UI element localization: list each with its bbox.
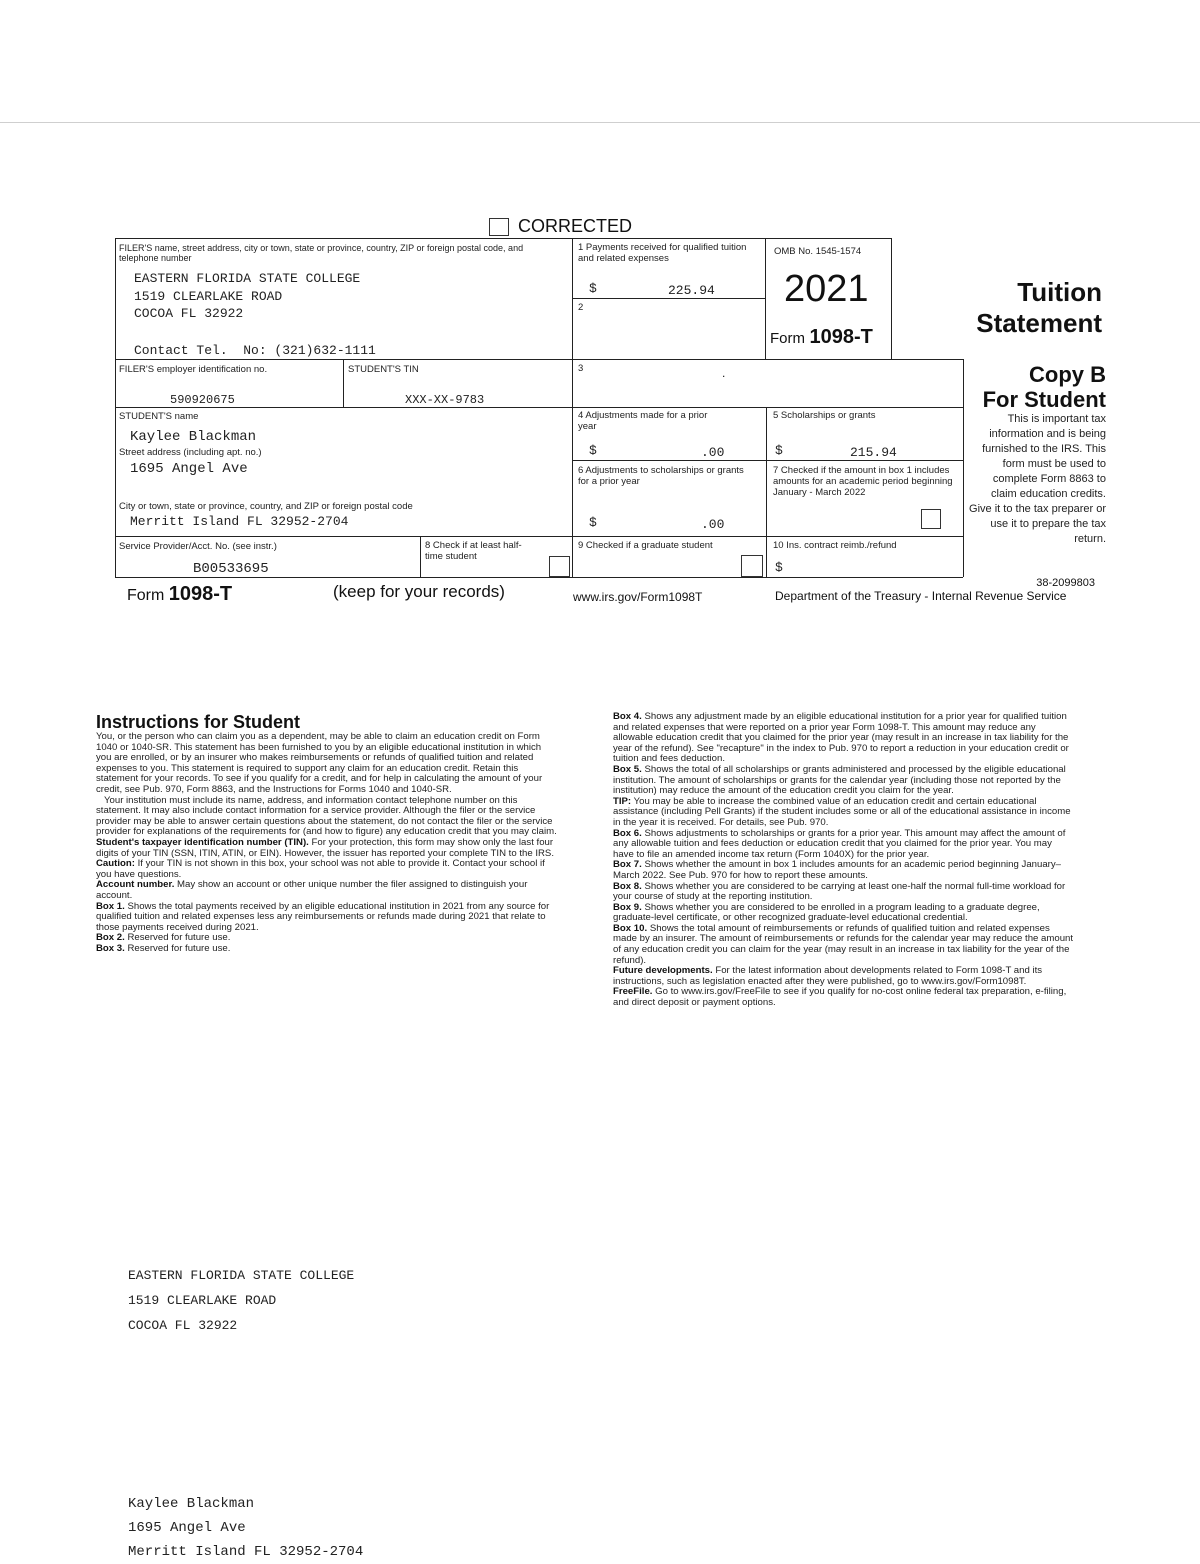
instr-box3 bbox=[96, 944, 558, 955]
instr-box3-text: Reserved for future use. bbox=[127, 942, 231, 954]
instr-box8-text: Shows whether you are considered to be carrying at least one-half the normal full-time workload for your course of study at the reporting institution. bbox=[613, 880, 1066, 903]
box4-value: .00 bbox=[701, 445, 725, 460]
instr-box2-head: Box 2. bbox=[96, 932, 125, 944]
box9-label: 9 Checked if a graduate student bbox=[578, 540, 713, 551]
omb-number: OMB No. 1545-1574 bbox=[774, 246, 862, 257]
return-line1: EASTERN FLORIDA STATE COLLEGE bbox=[128, 1268, 355, 1283]
instr-box2-text: Reserved for future use. bbox=[127, 932, 231, 944]
service-value: B00533695 bbox=[193, 561, 269, 577]
footer-keep: (keep for your records) bbox=[333, 582, 505, 601]
instr-account bbox=[96, 880, 558, 901]
corrected-checkbox[interactable] bbox=[489, 218, 509, 236]
instr-box10 bbox=[613, 924, 1075, 966]
instr-box4 bbox=[613, 712, 1075, 765]
box9-checkbox[interactable] bbox=[741, 555, 763, 577]
box3-value: . bbox=[722, 366, 726, 380]
instructions-title: Instructions for Student bbox=[96, 712, 300, 732]
instr-future-head: Future developments. bbox=[613, 965, 713, 977]
instr-box4-head: Box 4. bbox=[613, 711, 642, 722]
instr-box1-text: Shows the total payments received by an eligible educational institution in 2021 from any source for qualified tuition and related expenses less any reimbursements or refunds made during 2021 that relate to those payments received during 2021. bbox=[96, 900, 550, 933]
student-city: Merritt Island FL 32952-2704 bbox=[130, 514, 349, 529]
title-line1: Tuition bbox=[1017, 277, 1102, 307]
student-name-label: STUDENT'S name bbox=[119, 411, 199, 422]
return-line2: 1519 CLEARLAKE ROAD bbox=[128, 1293, 277, 1308]
instr-box6 bbox=[613, 829, 1075, 861]
footer-form-prefix: Form bbox=[127, 587, 165, 604]
instr-freefile-head: FreeFile. bbox=[613, 986, 653, 998]
instr-box9-text: Shows whether you are considered to be enrolled in a program leading to a graduate degree, graduate-level certificate, or other recognized graduate-level educational credential. bbox=[613, 901, 1040, 924]
filer-street: 1519 CLEARLAKE ROAD bbox=[134, 289, 283, 304]
box8-label: 8 Check if at least half-time student bbox=[425, 540, 522, 562]
corrected-label: CORRECTED bbox=[518, 216, 633, 236]
instr-box9 bbox=[613, 903, 1075, 924]
box6-dollar: $ bbox=[589, 515, 597, 530]
instructions-intro: You, or the person who can claim you as a dependent, may be able to claim an education credit on Form 1040 or 1040-SR. This statement has been furnished to you by an eligible educational institution in which you are enrolled, or by an insurer who makes reimbursements or refunds of qualified tuition and related expenses to you. This statement is required to support any claim for an education credit. Retain this statement for your records. To see if you qualify for a credit, and for help in calculating the amount of your credit, see Pub. 970, Form 8863, and the Instructions for Forms 1040 and 1040-SR. bbox=[96, 731, 543, 795]
box5-label: 5 Scholarships or grants bbox=[773, 410, 876, 421]
box10-label: 10 Ins. contract reimb./refund bbox=[773, 540, 897, 551]
instr-box7-head: Box 7. bbox=[613, 859, 642, 871]
copy-title: Copy B bbox=[1029, 362, 1106, 387]
filer-ein: 590920675 bbox=[170, 393, 235, 407]
instr-tip bbox=[613, 797, 1075, 829]
box1-dollar: $ bbox=[589, 281, 597, 296]
instr-box1 bbox=[96, 902, 558, 934]
instr-box8-head: Box 8. bbox=[613, 880, 642, 892]
form-prefix: Form bbox=[770, 330, 805, 347]
instr-tip-text: You may be able to increase the combined value of an education credit and certain educational assistance (including Pell Grants) if the student includes some or all of the educational assistance in income in the year it is received. For details, see Pub. 970. bbox=[613, 795, 1071, 828]
box1-value: 225.94 bbox=[668, 283, 715, 298]
box7-checkbox[interactable] bbox=[921, 509, 941, 529]
footer-url: www.irs.gov/Form1098T bbox=[573, 590, 703, 604]
box10-dollar: $ bbox=[775, 560, 783, 575]
instr-caution-head: Caution: bbox=[96, 858, 135, 870]
box5-dollar: $ bbox=[775, 443, 783, 458]
box4-label: 4 Adjustments made for a prior year bbox=[578, 410, 708, 432]
copy-subtitle: For Student bbox=[982, 387, 1106, 412]
box7-label: 7 Checked if the amount in box 1 includes amounts for an academic period beginning January - March 2022 bbox=[773, 465, 953, 498]
box3-label: 3 bbox=[578, 363, 584, 374]
instr-box3-head: Box 3. bbox=[96, 942, 125, 954]
filer-label: FILER'S name, street address, city or town, state or province, country, ZIP or foreign postal code, and telephone number bbox=[119, 243, 524, 263]
instr-tin-text: For your protection, this form may show only the last four digits of your TIN (SSN, ITIN, ATIN, or EIN). However, the issuer has reported your complete TIN to the IRS. bbox=[96, 836, 555, 859]
instr-box10-text: Shows the total amount of reimbursements or refunds of qualified tuition and related expenses made by an insurer. The amount of reimbursements or refunds for the calendar year may reduce the amount of any education credit you can claim for the year (may result in an increase in tax liability for the year of the refund). bbox=[613, 922, 1074, 966]
recipient-line1: Kaylee Blackman bbox=[128, 1496, 255, 1512]
instr-box6-text: Shows adjustments to scholarships or grants for a prior year. This amount may affect the amount of any allowable tuition and fees deduction or education credit that you claimed for the prior year. You may have to file an amended income tax return (Form 1040X) for the prior year. bbox=[613, 827, 1066, 860]
instr-box6-head: Box 6. bbox=[613, 827, 642, 839]
return-address bbox=[128, 1263, 354, 1338]
instr-box7-text: Shows whether the amount in box 1 includes amounts for an academic period beginning January–March 2022. See Pub. 970 for how to report these amounts. bbox=[613, 859, 1061, 881]
instr-account-text: May show an account or other unique number the filer assigned to distinguish your account. bbox=[96, 879, 528, 901]
student-tin-label: STUDENT'S TIN bbox=[348, 364, 419, 375]
recipient-line2: 1695 Angel Ave bbox=[128, 1520, 246, 1536]
footer-code: 38-2099803 bbox=[1036, 577, 1095, 589]
form-name-box bbox=[770, 326, 873, 349]
form-title bbox=[960, 277, 1102, 339]
instr-tin-head: Student's taxpayer identification number (TIN). bbox=[96, 836, 309, 848]
service-label: Service Provider/Acct. No. (see instr.) bbox=[119, 541, 277, 552]
student-name: Kaylee Blackman bbox=[130, 429, 257, 445]
tax-year: 2021 bbox=[784, 268, 869, 310]
form-number: 1098-T bbox=[809, 326, 873, 348]
filer-name: EASTERN FLORIDA STATE COLLEGE bbox=[134, 271, 361, 286]
title-line2: Statement bbox=[976, 308, 1102, 338]
recipient-address bbox=[128, 1492, 363, 1564]
box6-value: .00 bbox=[701, 517, 725, 532]
footer-form bbox=[127, 583, 232, 606]
box2-label: 2 bbox=[578, 302, 584, 313]
copy-text: This is important tax information and is being furnished to the IRS. This form must be used to complete Form 8863 to claim education credits. Give it to the tax preparer or use it to prepare the tax return. bbox=[969, 413, 1106, 545]
box1-label: 1 Payments received for qualified tuition and related expenses bbox=[578, 242, 747, 264]
instr-box10-head: Box 10. bbox=[613, 922, 648, 934]
instr-box8 bbox=[613, 882, 1075, 903]
instructions-right-column bbox=[613, 712, 1075, 1009]
filer-phone: Contact Tel. No: (321)632-1111 bbox=[134, 343, 376, 358]
return-line3: COCOA FL 32922 bbox=[128, 1318, 238, 1333]
instr-tip-head: TIP: bbox=[613, 795, 632, 807]
box8-checkbox[interactable] bbox=[549, 556, 570, 577]
instr-box5-text: Shows the total of all scholarships or grants administered and processed by the eligible educational institution. The amount of scholarships or grants for the calendar year (including those not reported by the institution) may reduce the amount of the education credit you claim for the year. bbox=[613, 763, 1066, 797]
box4-dollar: $ bbox=[589, 443, 597, 458]
instr-caution-text: If your TIN is not shown in this box, your school was not able to provide it. Contact your school if you have questions. bbox=[96, 858, 545, 880]
instructions-left-column bbox=[96, 732, 558, 954]
footer-form-number: 1098-T bbox=[168, 583, 233, 605]
instr-future bbox=[613, 966, 1075, 987]
footer-dept: Department of the Treasury - Internal Revenue Service bbox=[775, 589, 1067, 603]
instr-box5-head: Box 5. bbox=[613, 763, 642, 775]
street-label: Street address (including apt. no.) bbox=[119, 447, 262, 458]
instr-future-text: For the latest information about developments related to Form 1098-T and its instructions, such as legislation enacted after they were published, go to www.irs.gov/Form1098T. bbox=[613, 965, 1043, 987]
instr-box7 bbox=[613, 860, 1075, 881]
instr-box9-head: Box 9. bbox=[613, 901, 642, 913]
scan-edge-line bbox=[0, 122, 1200, 123]
box6-label: 6 Adjustments to scholarships or grants for a prior year bbox=[578, 465, 744, 487]
instr-freefile-text: Go to www.irs.gov/FreeFile to see if you qualify for no-cost online federal tax preparation, e-filing, and direct deposit or payment options. bbox=[613, 986, 1067, 1009]
instr-tin bbox=[96, 838, 558, 880]
instructions-para2: Your institution must include its name, address, and information contact telephone number on this statement. It may also include contact information for a service provider. Although the filer or the service provider may be able to answer certain questions about the statement, do not contact the filer or the service provider for explanations of the requirements for (and how to figure) any education credit that you may claim. bbox=[96, 794, 557, 838]
student-street: 1695 Angel Ave bbox=[130, 461, 248, 477]
student-tin: XXX-XX-9783 bbox=[405, 393, 485, 407]
recipient-line3: Merritt Island FL 32952-2704 bbox=[128, 1544, 364, 1560]
filer-ein-label: FILER'S employer identification no. bbox=[119, 364, 268, 375]
instr-box5 bbox=[613, 765, 1075, 797]
city-label: City or town, state or province, country, and ZIP or foreign postal code bbox=[119, 501, 413, 512]
filer-city: COCOA FL 32922 bbox=[134, 306, 244, 321]
instr-account-head: Account number. bbox=[96, 879, 175, 891]
instr-freefile bbox=[613, 987, 1075, 1008]
instr-box4-text: Shows any adjustment made by an eligible educational institution for a prior year for qualified tuition and related expenses that were reported on a prior year Form 1098-T. This amount may reduce any allowable education credit that you claimed for the prior year (may result in an increase in tax liability for the year of the refund). See "recapture" in the index to Pub. 970 to report a reduction in your education credit or tuition and fees deduction. bbox=[613, 711, 1069, 765]
instr-box1-head: Box 1. bbox=[96, 900, 125, 912]
box5-value: 215.94 bbox=[850, 445, 897, 460]
